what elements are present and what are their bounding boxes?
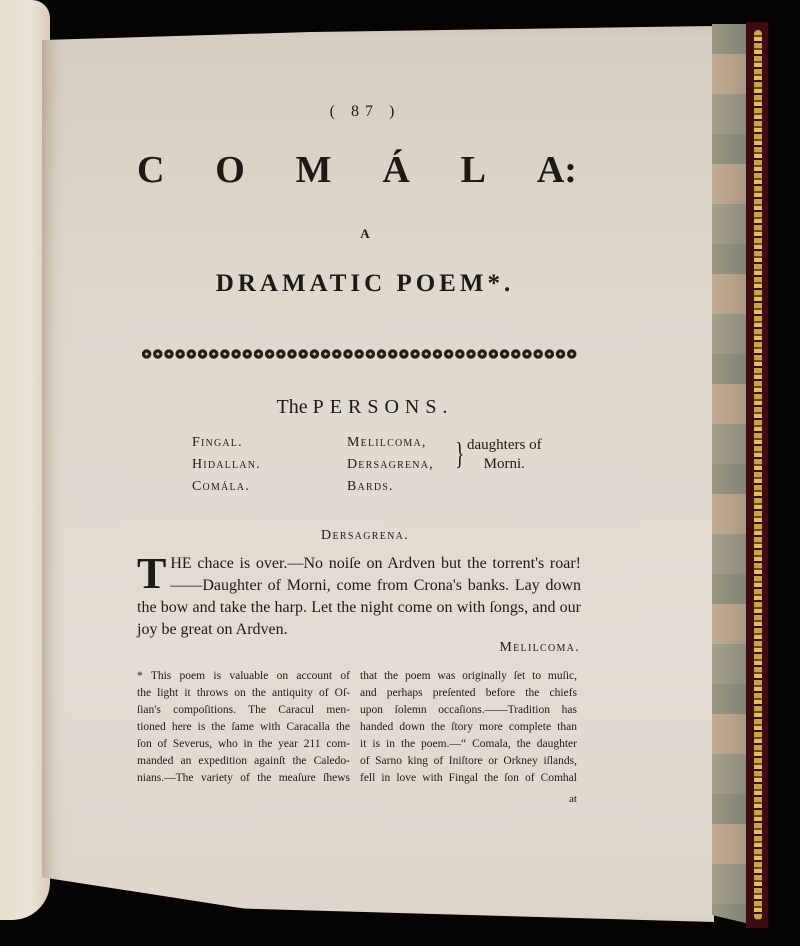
persons-heading-word: PERSONS. [312,396,454,418]
cast-member: Hidallan. [192,457,261,472]
cast-member: Fingal. [192,435,243,450]
cast-list-left [192,432,261,498]
cast-list-right [347,432,434,498]
ornamental-rule [141,347,577,361]
footnote-line: fell in love with Fingal the ſon of Comhal [360,772,577,784]
page-number: ( 87 ) [329,103,401,120]
cast-member: Bards. [347,479,394,494]
title-letter: M [295,149,332,191]
footnote-line: tioned here is the ſame with Caracalla the [137,721,350,733]
cast-member: Melilcoma, [347,435,427,450]
title-letter: Á [382,149,410,191]
verse-text: HE chace is over.—No noiſe on Ardven but the torrent's roar! ——Daughter of Morni, come from Crona's banks. Lay down the bow and take the harp. Let the night come on with ſongs, and our joy be great on Ardven. [137,555,581,638]
catchword: at [569,793,577,805]
footnote-line: * This poem is valuable on account of [137,670,350,682]
persons-heading [0,396,730,419]
verse-paragraph [137,549,581,641]
cast-note-line: daughters of [467,437,542,453]
cast-note [467,436,542,474]
footnote-line: upon ſolemn occaſions.——Tradition has [360,704,577,716]
cast-member: Dersagrena, [347,457,434,472]
persons-heading-the: The [276,396,308,418]
footnote-line: nians.—The variety of the meaſure ſhews [137,772,350,784]
cast-note-line: Morni. [483,456,525,472]
title-letter: L [460,149,487,191]
cast-member: Comála. [192,479,250,494]
speaker-name: Dersagrena. [321,528,409,543]
title-letter: O [215,149,245,191]
footnote-column-left [137,668,350,787]
subtitle: DRAMATIC POEM*. [215,270,515,297]
footnote-line: ſian's compoſitions. The Caracul men- [137,704,350,716]
footnote-line: it is in the poem.—“ Comala, the daughter [360,738,577,750]
footnote-line: handed down the ſtory more complete than [360,721,577,733]
footnote-line: of Sarno king of Iniſtore or Orkney iſlands, [360,755,577,767]
speaker-name: Melilcoma. [499,640,580,655]
footnote-line: that the poem was originally ſet to muſic, [360,670,577,682]
footnote-column-right [360,668,577,787]
footnote-line: ſon of Severus, who in the year 211 com- [137,738,350,750]
title-letter: A: [536,149,577,191]
drop-cap: T [137,549,167,598]
title-letter: C [137,149,165,191]
footnote-line: the light it throws on the antiquity of Oſ- [137,687,350,699]
title-article: A [360,226,370,241]
footnote-line: manded an expedition againſt the Caledo- [137,755,350,767]
footnote-line: and perhaps preſented before the chiefs [360,687,577,699]
page-title [137,148,577,192]
brace-icon: } [455,435,465,471]
